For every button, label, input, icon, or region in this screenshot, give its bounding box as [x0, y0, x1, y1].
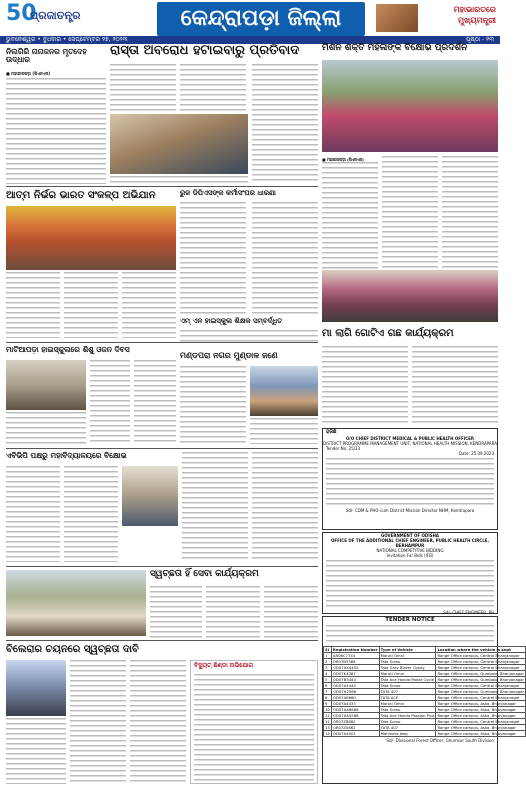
ad-footer: Sd/- CDM & PHO-cum District Mission Director NHM, Kendrapara	[345, 508, 475, 513]
gov-line2: OFFICE OF THE ADDITIONAL CHIEF ENGINEER, PUBLIC HEALTH CIRCLE, BERHAMPUR	[330, 538, 490, 548]
divider	[6, 342, 318, 343]
divider	[6, 640, 318, 641]
story-body	[264, 586, 318, 638]
table-cell: 2	[324, 659, 332, 665]
story-headline-abvp[interactable]: ଏବିଭିପି ପକ୍ଷରୁ ମହାବିଦ୍ୟାଳୟରେ ବିକ୍ଷୋଭ	[6, 451, 127, 460]
table-cell: OD07AA5588	[331, 713, 379, 719]
story-headline-farm-protest[interactable]: ରୁଜ ଡିପିଏସଙ୍କ କର୍ମୀସଂଘର ଧାରଣା	[180, 189, 276, 197]
table-cell: TATA ACE	[379, 695, 436, 701]
tender-title: TENDER NOTICE	[385, 617, 435, 623]
story-photo-mandir	[250, 366, 318, 416]
table-cell: Tata Ace Honda Passion Plus	[380, 713, 435, 718]
gov-line3: NATIONAL COMPETITIVE BIDDING	[376, 548, 444, 553]
story-body	[6, 466, 60, 562]
table-cell: OD07A4433	[331, 701, 379, 707]
table-cell: 6	[324, 683, 332, 689]
table-cell: Tata Sumo	[379, 659, 436, 665]
newspaper-logo[interactable]	[6, 3, 80, 33]
table-cell: OD07H2566	[331, 689, 379, 695]
bijuli-box	[190, 660, 318, 784]
section-title-banner: କେନ୍ଦ୍ରାପଡ଼ା ଜିଲ୍ଲା	[157, 2, 365, 36]
table-cell: OD07A4001	[331, 731, 379, 737]
story-body	[180, 330, 318, 342]
story-photo-mother-tree	[322, 270, 498, 322]
divider	[6, 448, 318, 449]
table-row	[324, 677, 526, 683]
table-cell: Maruti Omni	[379, 671, 436, 677]
ad-header: ହଜିଛି	[326, 429, 337, 435]
table-cell: 10	[325, 707, 330, 712]
table-cell: OR07Z8882	[331, 719, 379, 725]
story-body	[6, 272, 60, 338]
table-cell: Mahindra Jeep	[379, 731, 436, 737]
story-headline-mandir[interactable]: ମଣ୍ଡପରା ନଗର ମୁଣ୍ଡାଳ ଜଣେ	[180, 351, 278, 360]
table-cell: 9	[324, 701, 332, 707]
story-body	[90, 360, 130, 444]
table-cell: 8	[324, 695, 332, 701]
table-cell: Maruti Omni	[379, 653, 436, 659]
table-cell: 12	[325, 719, 330, 724]
table-cell: Maruti Omni	[379, 701, 436, 707]
story-headline-atma-nirbhar[interactable]: ଆତ୍ମ ନିର୍ଭର ଭାରତ ସଂକଳ୍ପ ଅଭିଯାନ	[6, 190, 156, 201]
table-cell: Range Office campus, Central Bhanjanagar	[436, 719, 526, 725]
story-body	[252, 452, 318, 562]
table-cell: AR06C7744	[331, 653, 379, 659]
table-cell: Range Office campus, Gumbalo, Bhanjanagar	[437, 671, 525, 676]
table-cell: Range Office campus, Central Bhanjanagar	[436, 683, 526, 689]
table-row	[324, 665, 526, 671]
story-body	[180, 64, 246, 112]
table-cell: Tata Sumo	[379, 719, 436, 725]
ad-sub: DISTRICT PROGRAMME MANAGEMENT UNIT, NATIONAL HEALTH MISSION, KENDRAPARA	[323, 441, 497, 446]
table-cell: Range Office campus, Central Bhanjanagar	[436, 695, 526, 701]
ad-body	[326, 458, 494, 506]
table-cell: Range Office campus, Aska, Bhanjanagar	[436, 731, 526, 737]
table-cell: Range Office campus, Central Bhanjanagar	[436, 653, 526, 659]
story-body	[134, 360, 176, 444]
table-cell: Range Office campus, Central Bhanjanagar	[436, 665, 526, 671]
story-body	[206, 586, 260, 638]
story-headline-swachhata[interactable]: ସ୍ୱଚ୍ଛତା ହିଁ ସେବା କାର୍ଯ୍ୟକ୍ରମ	[150, 569, 259, 579]
table-cell: OD07AX4452	[331, 665, 379, 671]
story-photo-abvp	[122, 466, 178, 526]
story-body	[252, 202, 318, 314]
gov-signature: Sd/- CHIEF ENGINEER, PH	[443, 610, 494, 615]
story-body	[150, 586, 202, 638]
story-body	[322, 346, 408, 426]
story-body	[182, 452, 248, 562]
story-headline-child-day[interactable]: ମାଟିଆପଡ଼ା ହାଇସ୍କୁଲରେ ଶିଶୁ ଓଜନ ଦିବସ	[6, 345, 130, 354]
table-cell: Tata Sumo	[379, 707, 436, 713]
table-cell: Range Office campus, Aska, Bhanjanagar	[436, 713, 526, 719]
page-number: ପୃଷ୍ଠା - ୧୩	[465, 36, 494, 43]
health-department-ad[interactable]	[322, 428, 498, 530]
table-row	[324, 713, 526, 719]
divider	[6, 186, 318, 187]
table-cell: TATA 407	[379, 689, 436, 695]
table-cell: 5	[324, 677, 332, 683]
byline: ■ ମହାକାଳପଡ଼ା (ପିଏନଏସ)	[6, 71, 51, 76]
table-cell: Tata Grey Blazer Gypsy	[379, 665, 436, 671]
story-body	[64, 466, 118, 562]
gov-line1: GOVERNMENT OF ODISHA	[380, 533, 440, 538]
table-cell: OR07Z0662	[331, 725, 379, 731]
story-body	[252, 64, 318, 184]
col-type: Type of Vehicle	[379, 647, 436, 653]
government-bid-ad[interactable]	[322, 532, 498, 614]
table-cell: 1	[324, 653, 332, 659]
byline: ■ ମହାକାଳପଡ଼ା (ପିଏନଏସ)	[322, 157, 364, 162]
story-body	[6, 412, 86, 444]
col-reg: Registration Number	[332, 647, 378, 652]
table-cell: Range Office campus, Aska, Bhanjanagar	[436, 725, 526, 731]
story-photo-mission-shakti	[322, 60, 498, 152]
story-headline-school-award[interactable]: ଏମ୍‌ ଏନ ହାଇସ୍କୁଲ ଶିକ୍ଷକ ସମ୍ବର୍ଦ୍ଧିତ	[180, 317, 283, 325]
story-body	[6, 78, 106, 184]
story-body	[180, 366, 246, 444]
col-sl: Sl	[324, 647, 332, 653]
tender-footer: Sd/- Divisional Forest Officer, Ghumsur South Division	[386, 738, 494, 743]
table-row	[324, 731, 526, 737]
table-cell: OD07A6660	[331, 695, 379, 701]
story-body	[70, 660, 126, 784]
story-body	[110, 176, 248, 184]
story-body	[122, 272, 176, 338]
table-cell: Range Office campus, Aska, Bhanjanagar	[436, 707, 526, 713]
table-cell: OR07B3366	[331, 659, 379, 665]
story-body	[130, 660, 186, 784]
ad-date: Date: 25.09.2023	[458, 451, 494, 456]
story-body	[110, 64, 176, 112]
table-cell: Range Office campus, Aska, Bhanjanagar	[436, 701, 526, 707]
story-headline-left-top[interactable]: ନିଲଗିରି ନାନାଜନର ମୃତଦେହ ଉଦ୍ଧାର	[6, 47, 87, 65]
table-cell: TATA 407	[379, 725, 436, 731]
masthead	[0, 0, 500, 44]
story-body	[250, 418, 318, 444]
tender-table	[323, 646, 526, 737]
story-headline-bijuli[interactable]: ବିଦ୍ୟୁତ୍‌ ଛିଣ୍ଡା ଅଭିଯୋଗ	[194, 662, 254, 669]
tender-intro	[326, 625, 494, 645]
story-body	[6, 718, 66, 784]
story-body	[412, 346, 498, 426]
date-text: ଭୁବନେଶ୍ୱର • ବୁଧବାର • ସେପ୍ଟେମ୍ବର ୨୭, ୨୦୨୩	[6, 36, 128, 43]
col-location: Location where the vehicle is kept	[436, 647, 526, 653]
story-body	[64, 272, 118, 338]
side-promo-text[interactable]: ମହାଭାରତରେ ମୁଖ୍ୟମନ୍ତ୍ରୀ	[453, 5, 496, 25]
story-headline-road-block[interactable]: ରାସ୍ତା ଅବରୋଧ ହଟାଇବାରୁ ପ୍ରତିବାଦ	[110, 43, 300, 58]
divider	[6, 566, 318, 567]
tender-notice[interactable]	[322, 616, 525, 784]
ad-tender-number: Tender No. 25/23	[326, 446, 361, 451]
table-cell: Tata Sumo	[379, 683, 436, 689]
story-body	[180, 202, 246, 314]
table-cell: OD07B3444	[331, 677, 379, 683]
ad-org: O/O CHIEF DISTRICT MEDICAL & PUBLIC HEALTH OFFICER	[346, 436, 474, 441]
story-photo-bilera	[6, 660, 66, 716]
table-cell: OD07AA6666	[331, 707, 379, 713]
story-body	[194, 674, 314, 782]
table-cell: 14	[325, 731, 330, 736]
story-photo-atma-nirbhar	[6, 206, 176, 270]
table-cell: Range Office campus, Gumbalo, Bhanjanagar	[437, 677, 525, 682]
table-cell: OD07A4444	[331, 683, 379, 689]
story-headline-bilera[interactable]: ବିଲେରାର ଚୟନରେ ସ୍ୱଚ୍ଛତା ଦାବି	[6, 644, 139, 655]
gov-line4: Invitation For Bids (IFB)	[386, 553, 434, 558]
story-photo-road-block	[110, 114, 248, 174]
table-cell: 3	[324, 665, 332, 671]
story-photo-swachhata	[6, 570, 146, 636]
story-photo-child-day	[6, 360, 86, 410]
table-cell: Range Office campus, Central Bhanjanagar	[436, 659, 526, 665]
table-cell: Tata Ace Honda Motor Cycle	[379, 677, 436, 683]
table-cell: 4	[324, 671, 332, 677]
table-cell: 11	[325, 713, 330, 718]
promo-photo	[376, 4, 418, 32]
table-cell: Range Office campus, Gumbalo, Bhanjanagar	[437, 689, 525, 694]
table-cell: 13	[325, 725, 330, 730]
table-cell: 7	[324, 689, 332, 695]
gov-body	[326, 560, 494, 608]
story-headline-mission-shakti[interactable]: ମିଶନ ଶକ୍ତି ମହିଳାଙ୍କ ବିକ୍ଷୋଭ ପ୍ରଦର୍ଶନ	[322, 43, 468, 53]
logo-anniversary-number: 50	[6, 1, 37, 26]
story-headline-mother-tree[interactable]: ମା ଲାଗି ଗୋଟିଏ ଗଛ କାର୍ଯ୍ୟକ୍ରମ	[322, 328, 454, 339]
table-cell: OD07K4387	[331, 671, 379, 677]
logo-name: ପ୍ରଜାତନ୍ତ୍ର	[30, 9, 81, 22]
